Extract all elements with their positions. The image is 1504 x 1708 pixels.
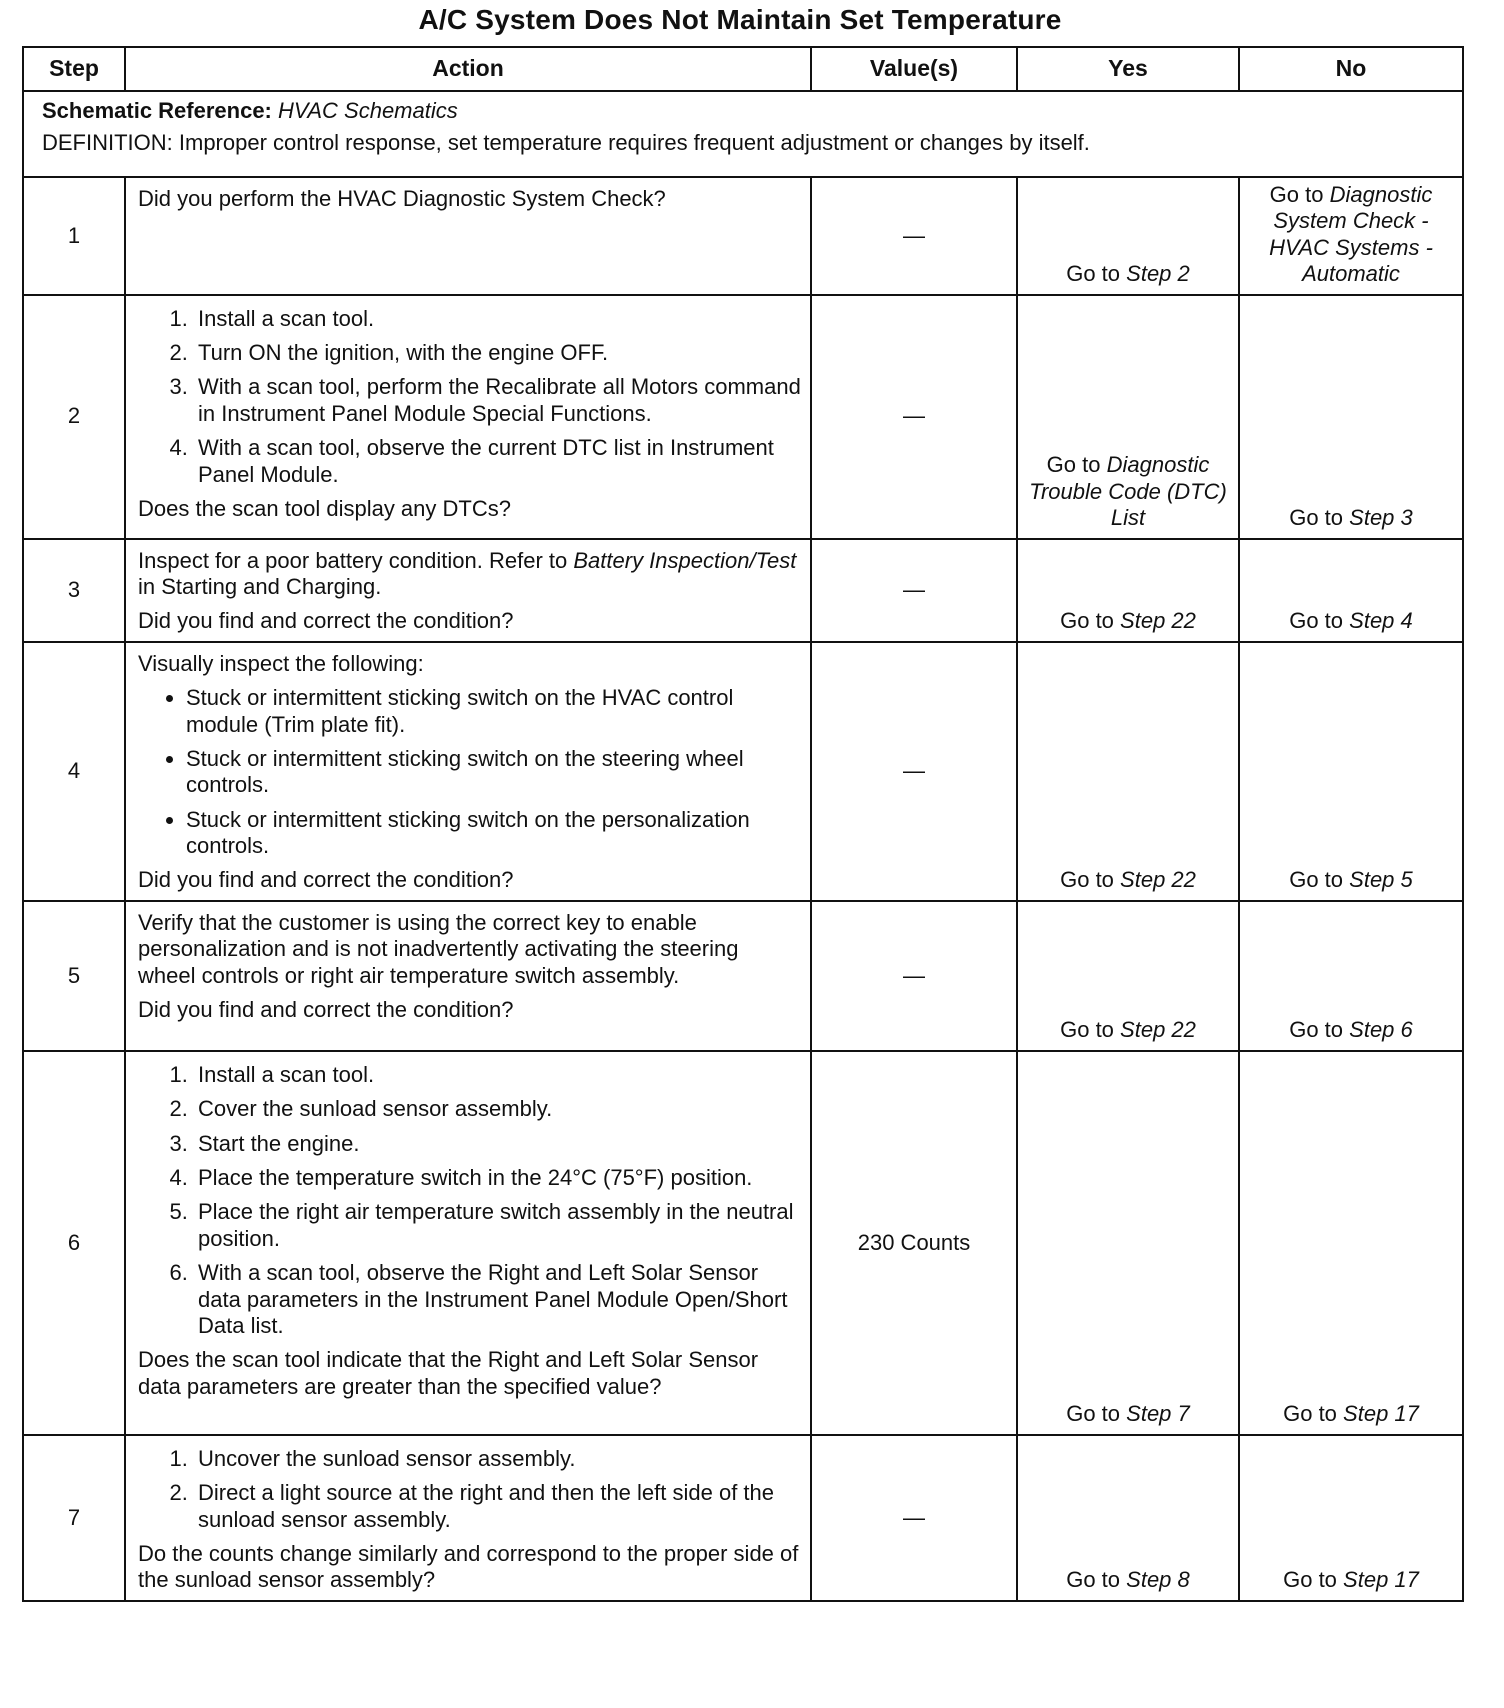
schematic-link[interactable]: HVAC Schematics <box>278 98 458 123</box>
question-text: Do the counts change similarly and correspond to the proper side of the sunload sensor assembly? <box>138 1541 799 1593</box>
action-list <box>138 1446 802 1533</box>
header-step: Step <box>23 47 125 91</box>
table-row <box>23 1051 1463 1435</box>
action-cell <box>125 295 811 539</box>
no-cell[interactable] <box>1239 642 1463 901</box>
step-link[interactable]: Step 22 <box>1120 1017 1196 1043</box>
header-value: Value(s) <box>811 47 1017 91</box>
question-text: Does the scan tool indicate that the Right and Left Solar Sensor data parameters are greater than the specified value? <box>138 1347 759 1399</box>
table-row <box>23 295 1463 539</box>
list-item: 3. With a scan tool, perform the Recalibrate all Motors command in Instrument Panel Module Special Functions. <box>194 374 802 427</box>
step-number: 3 <box>23 539 125 642</box>
action-text-a: Inspect for a poor battery condition. Refer to <box>138 547 568 573</box>
go-to-text: Go to <box>1060 608 1114 634</box>
question-text: Does the scan tool display any DTCs? <box>138 495 511 521</box>
header-action: Action <box>125 47 811 91</box>
reference-row <box>23 91 1463 177</box>
action-cell <box>125 901 811 1051</box>
go-to-text: Go to <box>1066 1567 1121 1593</box>
step-number: 5 <box>23 901 125 1051</box>
no-cell[interactable] <box>1239 901 1463 1051</box>
go-to-text: Go to <box>1060 867 1114 893</box>
value-cell: — <box>811 295 1017 539</box>
step-link[interactable]: Step 22 <box>1120 608 1196 634</box>
step-number: 6 <box>23 1051 125 1435</box>
header-row <box>23 47 1463 91</box>
step-link[interactable]: Step 7 <box>1126 1401 1190 1427</box>
yes-cell[interactable] <box>1017 1435 1239 1601</box>
step-link[interactable]: Step 5 <box>1349 867 1413 893</box>
header-yes: Yes <box>1017 47 1239 91</box>
step-link[interactable]: Step 6 <box>1349 1017 1413 1043</box>
list-item: 4. With a scan tool, observe the current DTC list in Instrument Panel Module. <box>194 435 802 488</box>
value-cell: — <box>811 177 1017 295</box>
go-to-text: Go to <box>1046 452 1101 478</box>
list-item: • Stuck or intermittent sticking switch on the HVAC control module (Trim plate fit). <box>186 685 802 738</box>
no-cell[interactable] <box>1239 539 1463 642</box>
go-to-text: Go to <box>1066 1401 1121 1427</box>
value-cell: — <box>811 642 1017 901</box>
question-text: Did you find and correct the condition? <box>138 608 514 634</box>
go-to-text: Go to <box>1269 182 1324 207</box>
action-text: Did you perform the HVAC Diagnostic System Check? <box>138 186 666 211</box>
go-to-text: Go to <box>1289 1017 1344 1043</box>
value-cell: — <box>811 901 1017 1051</box>
yes-cell[interactable] <box>1017 539 1239 642</box>
step-link[interactable]: Step 4 <box>1349 608 1413 634</box>
value-cell: — <box>811 1435 1017 1601</box>
list-item: 1. Install a scan tool. <box>194 1062 802 1088</box>
step-number: 2 <box>23 295 125 539</box>
table-row <box>23 642 1463 901</box>
list-item: • Stuck or intermittent sticking switch on the personalization controls. <box>186 807 802 860</box>
step-link[interactable]: Step 17 <box>1343 1567 1419 1593</box>
go-to-text: Go to <box>1060 1017 1114 1043</box>
no-cell[interactable] <box>1239 1435 1463 1601</box>
no-cell[interactable] <box>1239 1051 1463 1435</box>
list-item: 6. With a scan tool, observe the Right and Left Solar Sensor data parameters in the Instrument Panel Module Open/Short Data list. <box>194 1260 802 1339</box>
go-to-text: Go to <box>1283 1567 1337 1593</box>
value-cell: 230 Counts <box>811 1051 1017 1435</box>
step-link[interactable]: Step 22 <box>1120 867 1196 893</box>
question-text: Did you find and correct the condition? <box>138 997 514 1023</box>
list-item: 4. Place the temperature switch in the 24°C (75°F) position. <box>194 1165 802 1191</box>
step-number: 1 <box>23 177 125 295</box>
action-cell <box>125 642 811 901</box>
dtc-list-link[interactable]: Diagnostic Trouble Code (DTC) List <box>1029 452 1227 531</box>
yes-cell[interactable] <box>1017 642 1239 901</box>
action-cell <box>125 1051 811 1435</box>
go-to-text: Go to <box>1289 608 1344 634</box>
step-link[interactable]: Step 2 <box>1126 261 1190 287</box>
diagnostic-table <box>22 46 1464 1602</box>
yes-cell[interactable] <box>1017 177 1239 295</box>
yes-cell[interactable] <box>1017 295 1239 539</box>
table-row <box>23 1435 1463 1601</box>
step-number: 7 <box>23 1435 125 1601</box>
no-cell[interactable] <box>1239 177 1463 295</box>
battery-inspection-link[interactable]: Battery Inspection/Test <box>573 547 797 573</box>
step-link[interactable]: Step 17 <box>1343 1401 1419 1427</box>
go-to-text: Go to <box>1289 505 1344 531</box>
action-text: Verify that the customer is using the correct key to enable personalization and is not inadvertently activating the steering wheel controls or right air temperature switch assembly. <box>138 909 739 988</box>
go-to-text: Go to <box>1283 1401 1337 1427</box>
action-cell <box>125 539 811 642</box>
step-link[interactable]: Step 3 <box>1349 505 1413 531</box>
value-cell: — <box>811 539 1017 642</box>
schematic-label: Schematic Reference: <box>42 98 272 123</box>
reference-cell <box>23 91 1463 177</box>
list-item: • Stuck or intermittent sticking switch on the steering wheel controls. <box>186 746 802 799</box>
table-row <box>23 901 1463 1051</box>
list-item: 2. Turn ON the ignition, with the engine OFF. <box>194 340 802 366</box>
go-to-text: Go to <box>1289 867 1344 893</box>
definition-text: DEFINITION: Improper control response, set temperature requires frequent adjustment or changes by itself. <box>42 130 1090 156</box>
list-item: 2. Cover the sunload sensor assembly. <box>194 1096 802 1122</box>
page-title: A/C System Does Not Maintain Set Temperature <box>418 4 1062 35</box>
yes-cell[interactable] <box>1017 901 1239 1051</box>
action-text <box>138 548 802 601</box>
step-number: 4 <box>23 642 125 901</box>
table-row <box>23 177 1463 295</box>
action-text: Visually inspect the following: <box>138 650 424 676</box>
action-cell <box>125 177 811 295</box>
step-link[interactable]: Step 8 <box>1126 1567 1190 1593</box>
list-item: 2. Direct a light source at the right and then the left side of the sunload sensor assembly. <box>194 1480 802 1533</box>
yes-cell[interactable] <box>1017 1051 1239 1435</box>
list-item: 3. Start the engine. <box>194 1131 802 1157</box>
no-cell[interactable] <box>1239 295 1463 539</box>
diagnostic-system-check-link[interactable]: Diagnostic System Check - HVAC Systems - Automatic <box>1269 182 1433 287</box>
list-item: 1. Uncover the sunload sensor assembly. <box>194 1446 802 1472</box>
go-to-text: Go to <box>1066 261 1121 287</box>
action-text-b: in Starting and Charging. <box>138 573 382 599</box>
question-text: Did you find and correct the condition? <box>138 867 514 893</box>
list-item: 5. Place the right air temperature switch assembly in the neutral position. <box>194 1199 802 1252</box>
table-row <box>23 539 1463 642</box>
action-list <box>138 306 802 488</box>
action-cell <box>125 1435 811 1601</box>
action-list <box>138 1062 802 1340</box>
header-no: No <box>1239 47 1463 91</box>
inspection-list <box>138 685 802 859</box>
list-item: 1. Install a scan tool. <box>194 306 802 332</box>
